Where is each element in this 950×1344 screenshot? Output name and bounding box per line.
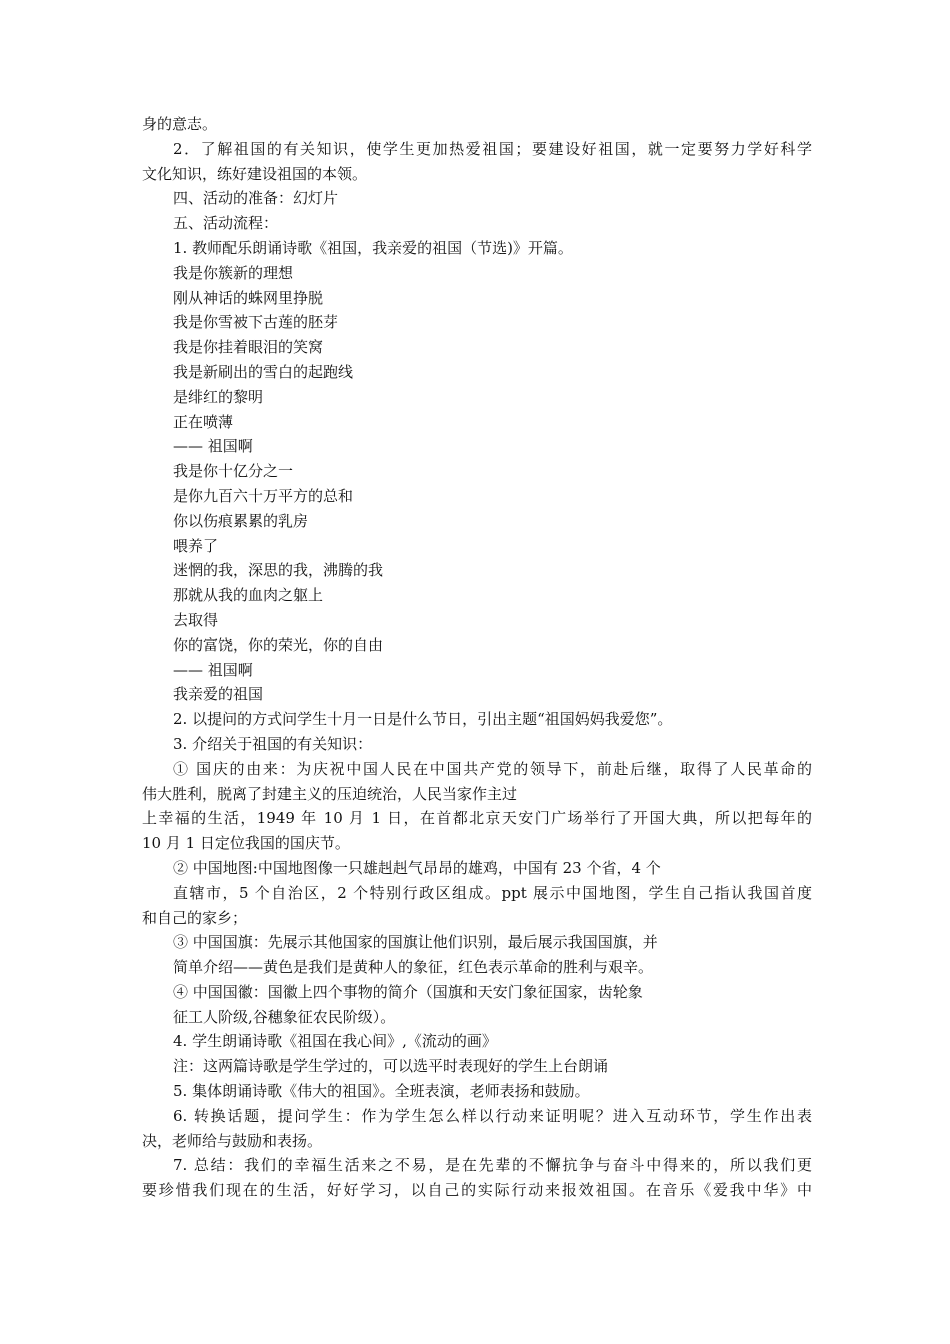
text-line: 6. 转换话题，提问学生：作为学生怎么样以行动来证明呢？进入互动环节，学生作出表 xyxy=(173,1106,812,1125)
text-line: 伟大胜利，脱离了封建主义的压迫统治，人民当家作主过 xyxy=(142,784,518,803)
text-line: 简单介绍——黄色是我们是黄种人的象征，红色表示革命的胜利与艰辛。 xyxy=(173,958,654,977)
poem-line: 那就从我的血肉之躯上 xyxy=(173,586,324,605)
poem-line: 刚从神话的蛛网里挣脱 xyxy=(173,288,324,307)
text-line: ④ 中国国徽：国徽上四个事物的简介（国旗和天安门象征国家，齿轮象 xyxy=(173,982,643,1001)
text-line: 4. 学生朗诵诗歌《祖国在我心间》,《流动的画》 xyxy=(173,1032,497,1051)
poem-line: 我是你挂着眼泪的笑窝 xyxy=(173,338,324,357)
text-line: 2．了解祖国的有关知识，使学生更加热爱祖国；要建设好祖国，就一定要努力学好科学 xyxy=(173,139,812,158)
poem-line: 我是你十亿分之一 xyxy=(173,462,294,481)
text-line: ③ 中国国旗：先展示其他国家的国旗让他们识别，最后展示我国国旗，并 xyxy=(173,933,658,952)
poem-line: 是绯红的黎明 xyxy=(173,387,264,406)
text-line: 注：这两篇诗歌是学生学过的，可以选平时表现好的学生上台朗诵 xyxy=(173,1057,609,1076)
text-line: ① 国庆的由来：为庆祝中国人民在中国共产党的领导下，前赴后继，取得了人民革命的 xyxy=(173,759,812,778)
text-line: 要珍惜我们现在的生活，好好学习，以自己的实际行动来报效祖国。在音乐《爱我中华》中 xyxy=(142,1181,812,1200)
poem-line: —— 祖国啊 xyxy=(173,660,253,679)
text-line: 2. 以提问的方式问学生十月一日是什么节日，引出主题“祖国妈妈我爱您”。 xyxy=(173,710,673,729)
text-line: 四、活动的准备：幻灯片 xyxy=(173,189,339,208)
poem-line: 迷惘的我，深思的我，沸腾的我 xyxy=(173,561,384,580)
poem-line: 我是你雪被下古莲的胚芽 xyxy=(173,313,339,332)
text-line: 5. 集体朗诵诗歌《伟大的祖国》。全班表演，老师表扬和鼓励。 xyxy=(173,1082,590,1101)
poem-line: 你以伤痕累累的乳房 xyxy=(173,511,309,530)
poem-line: 喂养了 xyxy=(173,536,219,555)
text-line: 10 月 1 日定位我国的国庆节。 xyxy=(142,834,350,853)
text-line: 文化知识，练好建设祖国的本领。 xyxy=(142,164,368,183)
text-line: 征工人阶级,谷穗象征农民阶级）。 xyxy=(173,1007,396,1026)
text-line: 决，老师给与鼓励和表扬。 xyxy=(142,1131,323,1150)
text-line: 3. 介绍关于祖国的有关知识： xyxy=(173,734,373,753)
poem-line: 你的富饶，你的荣光，你的自由 xyxy=(173,635,384,654)
text-line: 7. 总结：我们的幸福生活来之不易，是在先辈的不懈抗争与奋斗中得来的，所以我们更 xyxy=(173,1156,812,1175)
text-line: 身的意志。 xyxy=(142,115,218,133)
text-line: 上幸福的生活，1949 年 10 月 1 日，在首都北京天安门广场举行了开国大典，所以把每年的 xyxy=(142,809,812,828)
text-line: 1. 教师配乐朗诵诗歌《祖国，我亲爱的祖国（节选)》开篇。 xyxy=(173,238,573,257)
poem-line: 我是新刷出的雪白的起跑线 xyxy=(173,362,354,381)
poem-line: 是你九百六十万平方的总和 xyxy=(173,486,354,505)
text-line: 直辖市，5 个自治区，2 个特别行政区组成。ppt 展示中国地图，学生自己指认我国首度 xyxy=(173,883,812,902)
poem-line: 我是你簇新的理想 xyxy=(173,263,294,282)
text-line: 五、活动流程： xyxy=(173,214,279,233)
text-line: ② 中国地图:中国地图像一只雄赳赳气昂昂的雄鸡，中国有 23 个省，4 个 xyxy=(173,858,661,877)
poem-line: 去取得 xyxy=(173,610,219,629)
poem-line: —— 祖国啊 xyxy=(173,437,253,456)
poem-line: 我亲爱的祖国 xyxy=(173,685,264,704)
poem-line: 正在喷薄 xyxy=(173,412,234,431)
document-body xyxy=(142,112,812,1203)
text-line: 和自己的家乡； xyxy=(142,908,248,927)
